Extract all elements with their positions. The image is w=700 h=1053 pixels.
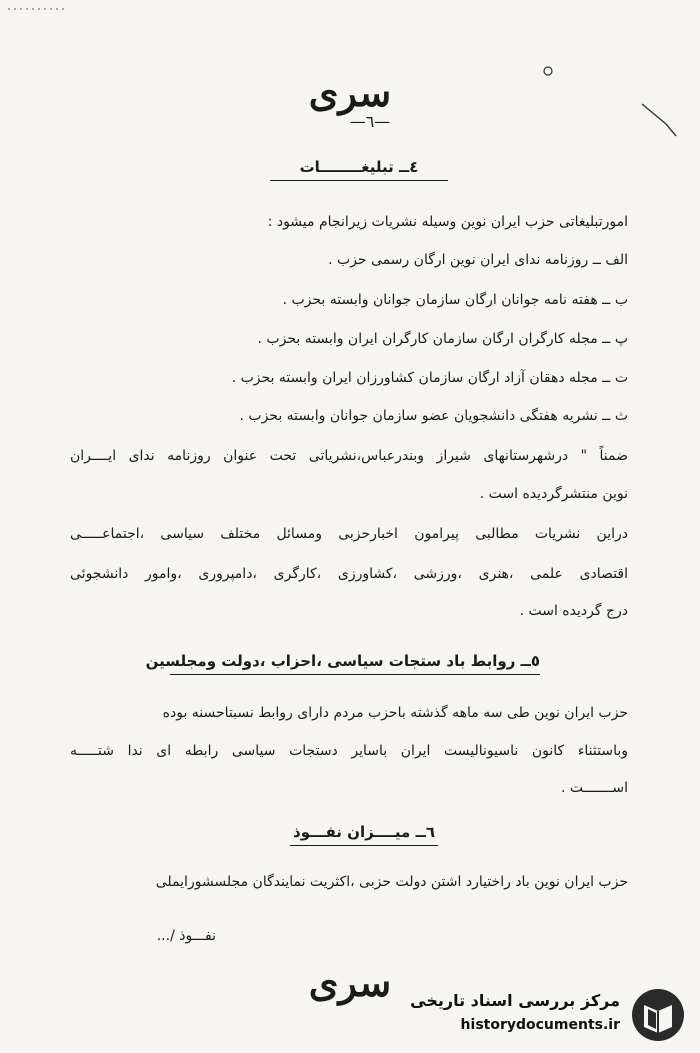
- pen-mark-icon: [640, 100, 680, 140]
- section-heading-relations: ٥ــ روابط باد ستجات سیاسی ،احزاب ،دولت ومجلسین: [170, 652, 540, 675]
- section-heading-propaganda: ٤ــ تبلیغــــــــات: [270, 158, 448, 181]
- text-line: دراین نشریات مطالبی پیرامون اخبارحزبی ومسائل مختلف سیاسی ،اجتماعـــــی: [70, 526, 628, 542]
- text-line: ضمناً " درشهرستانهای شیراز وبندرعباس،نشریاتی تحت عنوان روزنامه ندای ایــــران: [70, 448, 628, 464]
- ink-speck-icon: [540, 64, 560, 78]
- watermark-url: historydocuments.ir: [460, 1017, 620, 1033]
- edge-mark-icon: [8, 6, 68, 12]
- text-line: نوین منتشرگردیده است .: [479, 486, 628, 502]
- text-line: پ ــ مجله کارگران ارگان سازمان کارگران ایران وابسته بحزب .: [257, 331, 628, 347]
- continuation-line: نفـــوذ /...: [156, 928, 216, 944]
- text-line: وباستثناء کانون ناسیونالیست ایران باسایر دستجات سیاسی رابطه ای ندا شتـــــه: [70, 743, 628, 759]
- watermark-title: مرکز بررسی اسناد تاریخی: [410, 991, 620, 1010]
- text-line: حزب ایران نوین باد راختیارد اشتن دولت حزبی ،اکثریت نمایندگان مجلسشورایملی: [155, 874, 628, 890]
- text-line: ث ــ نشریه هفتگی دانشجویان عضو سازمان جوانان وابسته بحزب .: [239, 408, 628, 424]
- section-heading-influence: ٦ــ میــــزان نفـــوذ: [290, 823, 438, 846]
- text-line: ت ــ مجله دهقان آزاد ارگان سازمان کشاورزان ایران وابسته بحزب .: [231, 370, 628, 386]
- text-line: الف ــ روزنامه ندای ایران نوین ارگان رسمی حزب .: [328, 252, 628, 268]
- text-line: حزب ایران نوین طی سه ماهه گذشته باحزب مردم دارای روابط نسبتاحسنه بوده: [162, 705, 628, 721]
- text-line: اقتصادی علمی ،هنری ،ورزشی ،کشاورزی ،کارگری ،دامپروری ،وامور دانشجوئی: [70, 566, 628, 582]
- text-line: درج گردیده است .: [519, 603, 628, 619]
- archive-watermark: [400, 985, 690, 1045]
- book-logo-icon: [630, 987, 686, 1043]
- classification-stamp-top: سری: [308, 70, 392, 115]
- text-line: اســـــــت .: [561, 780, 628, 796]
- classification-stamp-bottom: سری: [308, 960, 392, 1005]
- text-line: ب ــ هفته نامه جوانان ارگان سازمان جوانان وابسته بحزب .: [282, 292, 628, 308]
- text-line: امورتبلیغاتی حزب ایران نوین وسیله نشریات زیرانجام میشود :: [267, 214, 628, 230]
- page-number: —٦—: [349, 112, 391, 131]
